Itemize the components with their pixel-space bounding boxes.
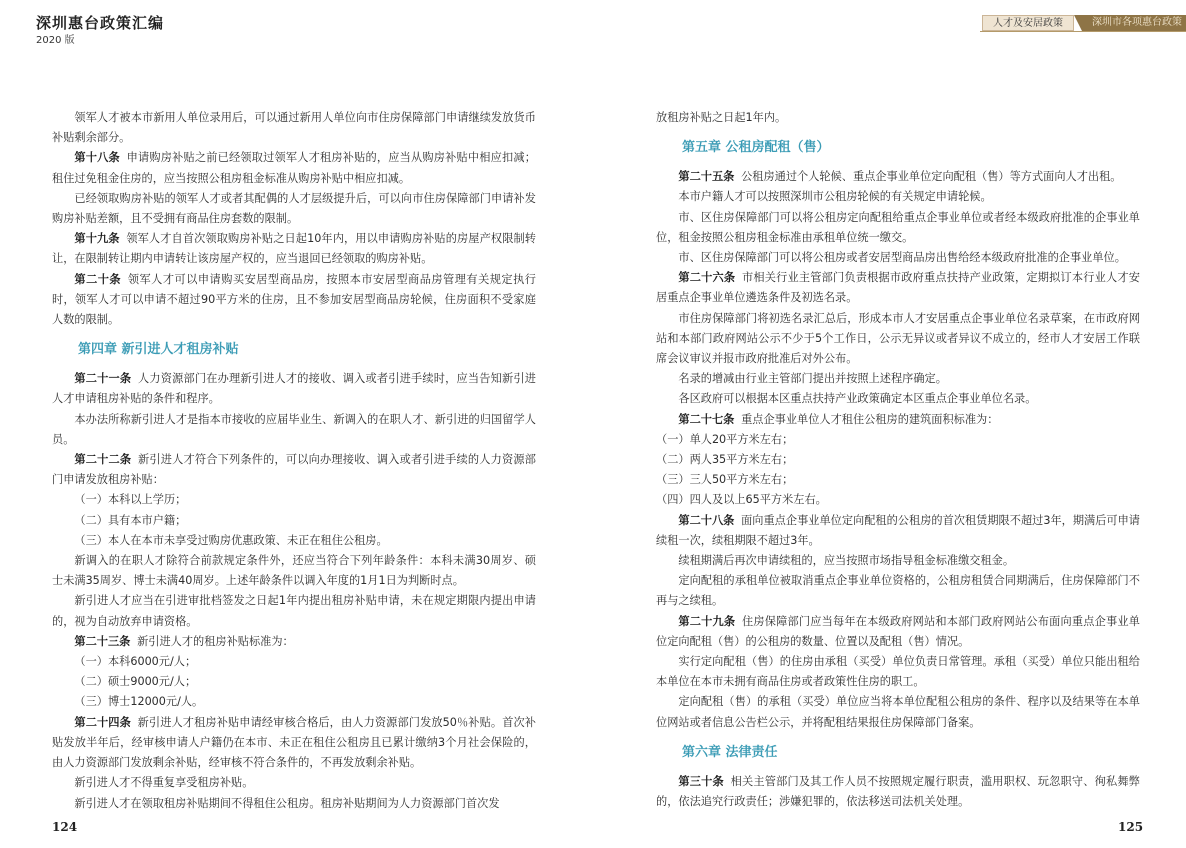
article-paragraph	[52, 713, 536, 774]
paragraph-text: （一）本科6000元/人；	[74, 655, 197, 669]
paragraph	[52, 551, 536, 591]
paragraph-text: 新引进人才符合下列条件的，可以向办理接收、调入或者引进手续的人力资源部门申请发放租房补贴：	[52, 453, 536, 487]
article-number: 第二十六条	[678, 271, 736, 285]
paragraph-text: 住房保障部门应当每年在本级政府网站和本部门政府网站公布面向重点企事业单位定向配租（售）的公租房的数量、位置以及配租（售）情况。	[656, 614, 1140, 648]
paragraph-text: 实行定向配租（售）的住房由承租（买受）单位负责日常管理。承租（买受）单位只能出租给本单位在本市未拥有商品住房或者政策性住房的职工。	[656, 655, 1140, 689]
paragraph-text: 领军人才可以申请购买安居型商品房，按照本市安居型商品房管理有关规定执行时，领军人才可以申请不超过90平方米的住房，且不参加安居型商品房轮候，住房面积不受家庭人数的限制。	[52, 272, 536, 327]
header-rule	[980, 31, 1186, 32]
paragraph-text: 新引进人才租房补贴申请经审核合格后，由人力资源部门发放50％补贴。首次补贴发放半年后，经审核申请人户籍仍在本市、未正在租住公租房且已累计缴纳3个月社会保险的，由人力资源部门发放剩余补贴，经审核不符合条件的，不再发放剩余补贴。	[52, 715, 536, 770]
paragraph-text: 本市户籍人才可以按照深圳市公租房轮候的有关规定申请轮候。	[678, 190, 992, 204]
article-number: 第二十一条	[74, 372, 132, 386]
article-paragraph	[656, 612, 1140, 652]
paragraph	[656, 187, 1140, 207]
paragraph-text: 续租期满后再次申请续租的，应当按照市场指导租金标准缴交租金。	[678, 554, 1015, 568]
article-paragraph	[656, 410, 1140, 430]
article-number: 第二十四条	[74, 715, 131, 729]
left-page-content	[52, 108, 536, 814]
paragraph	[52, 511, 536, 531]
paragraph-text: 定向配租（售）的承租（买受）单位应当将本单位配租公租房的条件、程序以及结果等在本单位网站或者信息公告栏公示，并将配租结果报住房保障部门备案。	[656, 695, 1140, 729]
article-number: 第二十八条	[678, 513, 735, 527]
tab-divider	[1074, 15, 1082, 31]
paragraph	[656, 430, 1140, 450]
article-paragraph	[52, 148, 536, 188]
article-number: 第二十七条	[678, 412, 735, 426]
paragraph-text: （三）三人50平方米左右；	[656, 473, 794, 487]
article-number: 第二十三条	[74, 634, 131, 648]
article-paragraph	[656, 167, 1140, 187]
article-paragraph	[52, 632, 536, 652]
right-page-content	[656, 108, 1140, 812]
paragraph-text: 市相关行业主管部门负责根据市政府重点扶持产业政策，定期拟订本行业人才安居重点企事业单位遴选条件及初选名录。	[656, 271, 1140, 305]
article-number: 第二十九条	[678, 614, 736, 628]
paragraph-text: 领军人才被本市新用人单位录用后，可以通过新用人单位向市住房保障部门申请继续发放货币补贴剩余部分。	[52, 111, 536, 145]
paragraph-text: 人力资源部门在办理新引进人才的接收、调入或者引进手续时，应当告知新引进人才申请租房补贴的条件和程序。	[52, 372, 536, 406]
paragraph	[656, 490, 1140, 510]
paragraph-text: 名录的增减由行业主管部门提出并按照上述程序确定。	[678, 372, 947, 386]
paragraph-text: 放租房补贴之日起1年内。	[656, 111, 787, 124]
edition-year: 2020 版	[36, 35, 75, 46]
paragraph	[656, 248, 1140, 268]
article-number: 第二十条	[74, 272, 122, 286]
article-number: 第二十二条	[74, 453, 132, 467]
paragraph	[656, 309, 1140, 370]
paragraph-text: 重点企事业单位人才租住公租房的建筑面积标准为：	[741, 412, 999, 426]
article-paragraph	[52, 369, 536, 409]
article-paragraph	[52, 229, 536, 269]
paragraph	[656, 571, 1140, 611]
paragraph-text: （二）硕士9000元/人；	[74, 675, 197, 689]
paragraph-text: 市、区住房保障部门可以将公租房或者安居型商品房出售给经本级政府批准的企事业单位。	[678, 251, 1126, 265]
paragraph-text: （二）两人35平方米左右；	[656, 453, 794, 467]
article-paragraph	[52, 450, 536, 490]
paragraph-text: 定向配租的承租单位被取消重点企事业单位资格的，公租房租赁合同期满后，住房保障部门不再与之续租。	[656, 574, 1140, 608]
article-number: 第二十五条	[678, 170, 735, 184]
paragraph	[656, 369, 1140, 389]
article-number: 第三十条	[678, 774, 724, 788]
paragraph-text: 申请购房补贴之前已经领取过领军人才租房补贴的，应当从购房补贴中相应扣减；租住过免租金住房的，应当按照公租房租金标准从购房补贴中相应扣减。	[52, 151, 536, 185]
paragraph	[52, 652, 536, 672]
paragraph-text: 市住房保障部门将初选名录汇总后，形成本市人才安居重点企事业单位名录草案，在市政府网站和本部门政府网站公示不少于5个工作日，公示无异议或者异议不成立的，经市人才安居工作联席会议审议并报市政府批准后对外公布。	[656, 311, 1140, 366]
paragraph-text: 相关主管部门及其工作人员不按照规定履行职责，滥用职权、玩忽职守、徇私舞弊的，依法追究行政责任；涉嫌犯罪的，依法移送司法机关处理。	[656, 774, 1140, 809]
paragraph-text: 领军人才自首次领取购房补贴之日起10年内，用以申请购房补贴的房屋产权限制转让，在限制转让期内申请转让该房屋产权的，应当退回已经领取的购房补贴。	[52, 232, 536, 266]
paragraph-text: 公租房通过个人轮候、重点企事业单位定向配租（售）等方式面向人才出租。	[741, 170, 1122, 184]
paragraph-text: 已经领取购房补贴的领军人才或者其配偶的人才层级提升后，可以向市住房保障部门申请补发购房补贴差额，且不受拥有商品住房套数的限制。	[52, 191, 536, 226]
paragraph	[52, 591, 536, 631]
paragraph	[52, 672, 536, 692]
article-paragraph	[656, 772, 1140, 812]
paragraph-text: （二）具有本市户籍；	[74, 513, 187, 527]
paragraph	[52, 531, 536, 551]
paragraph	[52, 108, 536, 148]
paragraph	[656, 652, 1140, 692]
paragraph-text: 新引进人才应当在引进审批档签发之日起1年内提出租房补贴申请，未在规定期限内提出申请的，视为自动放弃申请资格。	[52, 594, 536, 628]
paragraph	[656, 389, 1140, 409]
book-title: 深圳惠台政策汇编	[36, 14, 165, 32]
paragraph-text: （三）博士12000元/人。	[74, 695, 204, 709]
chapter-heading: 第五章 公租房配租（售）	[682, 140, 830, 156]
paragraph	[656, 208, 1140, 248]
article-paragraph	[656, 268, 1140, 308]
paragraph-text: （四）四人及以上65平方米左右。	[656, 493, 827, 507]
chapter-heading: 第四章 新引进人才租房补贴	[78, 342, 239, 358]
paragraph-text: 新引进人才不得重复享受租房补贴。	[74, 776, 254, 790]
paragraph-text: 面向重点企事业单位定向配租的公租房的首次租赁期限不超过3年，期满后可申请续租一次，续租期限不超过3年。	[656, 513, 1140, 547]
page-number-left: 124	[52, 820, 78, 834]
paragraph-text: 各区政府可以根据本区重点扶持产业政策确定本区重点企事业单位名录。	[678, 392, 1037, 406]
paragraph	[52, 189, 536, 229]
paragraph-text: （一）单人20平方米左右；	[656, 432, 794, 446]
paragraph	[52, 773, 536, 793]
paragraph-text: 新引进人才在领取租房补贴期间不得租住公租房。租房补贴期间为人力资源部门首次发	[74, 796, 500, 810]
paragraph	[52, 692, 536, 712]
paragraph-text: 新调入的在职人才除符合前款规定条件外，还应当符合下列年龄条件：本科未满30周岁、硕士未满35周岁、博士未满40周岁。上述年龄条件以调入年度的1月1日为判断时点。	[52, 554, 536, 588]
paragraph	[656, 692, 1140, 732]
paragraph	[52, 410, 536, 450]
paragraph-text: 新引进人才的租房补贴标准为：	[137, 634, 294, 648]
article-paragraph	[52, 270, 536, 331]
article-paragraph	[656, 511, 1140, 551]
paragraph-text: （三）本人在本市未享受过购房优惠政策、未正在租住公租房。	[74, 533, 388, 547]
section-tab-talent-housing: 人才及安居政策	[982, 15, 1074, 31]
article-number: 第十九条	[74, 232, 120, 246]
paragraph	[656, 551, 1140, 571]
article-number: 第十八条	[74, 151, 120, 165]
section-tab-shenzhen-policies: 深圳市各项惠台政策	[1082, 15, 1186, 31]
paragraph	[52, 794, 536, 814]
paragraph	[656, 470, 1140, 490]
paragraph-text: 本办法所称新引进人才是指本市接收的应届毕业生、新调入的在职人才、新引进的归国留学人员。	[52, 412, 536, 446]
paragraph-text: 市、区住房保障部门可以将公租房定向配租给重点企事业单位或者经本级政府批准的企事业单位，租金按照公租房租金标准由承租单位统一缴交。	[656, 210, 1140, 244]
paragraph	[656, 108, 1140, 128]
section-tabs	[982, 15, 1186, 31]
paragraph	[656, 450, 1140, 470]
paragraph-text: （一）本科以上学历；	[74, 493, 187, 507]
chapter-heading: 第六章 法律责任	[682, 744, 778, 760]
paragraph	[52, 490, 536, 510]
page-number-right: 125	[1118, 820, 1144, 834]
